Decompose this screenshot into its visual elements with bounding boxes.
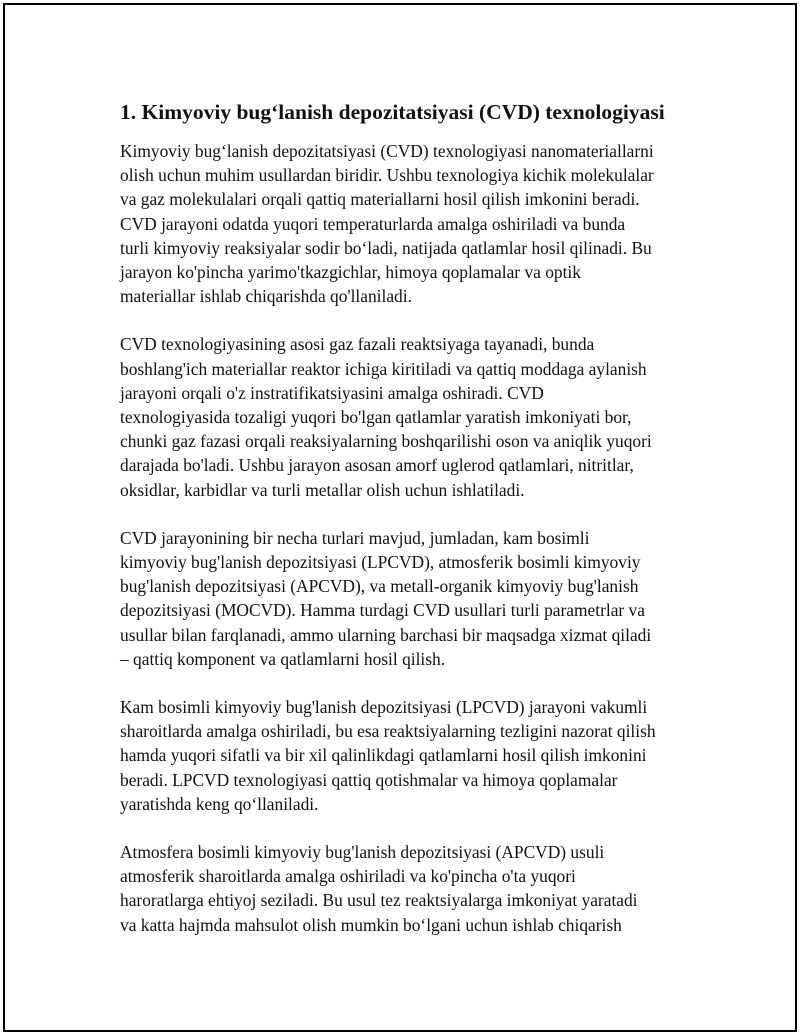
paragraph-lpcvd: Kam bosimli kimyoviy bug'lanish depozitsiyasi (LPCVD) jarayoni vakumli sharoitlarda amalga oshiriladi, bu esa reaktsiyalarning tezligini nazorat qilish hamda yuqori sifatli va bir xil qalinlikdagi qatlamlarni hosil qilish imkonini beradi. LPCVD texnologiyasi qattiq qotishmalar va himoya qoplamalar yaratishda keng qo‘llaniladi.	[120, 697, 656, 814]
paragraph-apcvd: Atmosfera bosimli kimyoviy bug'lanish depozitsiyasi (APCVD) usuli atmosferik sharoitlarda amalga oshiriladi va ko'pincha o'ta yuqori haroratlarga ehtiyoj seziladi. Bu usul tez reaktsiyalarga imkoniyat yaratadi va katta hajmda mahsulot olish mumkin bo‘lgani uchun ishlab chiqarish	[120, 842, 638, 935]
document-page	[3, 3, 797, 1032]
paragraph-cvd-types: CVD jarayonining bir necha turlari mavjud, jumladan, kam bosimli kimyoviy bug'lanish depozitsiyasi (LPCVD), atmosferik bosimli kimyoviy bug'lanish depozitsiyasi (APCVD), va metall-organik kimyoviy bug'lanish depozitsiyasi (MOCVD). Hamma turdagi CVD usullari turli parametrlar va usullar bilan farqlanadi, ammo ularning barchasi bir maqsadga xizmat qiladi – qattiq komponent va qatlamlarni hosil qilish.	[120, 527, 652, 669]
paragraph-intro: Kimyoviy bug‘lanish depozitatsiyasi (CVD) texnologiyasi nanomateriallarni olish uchun muhim usullardan biridir. Ushbu texnologiya kichik molekulalar va gaz molekulalari orqali qattiq materiallarni hosil qilish imkonini beradi. CVD jarayoni odatda yuqori temperaturlarda amalga oshiriladi va bunda turli kimyoviy reaksiyalar sodir bo‘ladi, natijada qatlamlar hosil qilinadi. Bu jarayon ko'pincha yarimo'tkazgichlar, himoya qoplamalar va optik materiallar ishlab chiqarishda qo'llaniladi.	[120, 141, 654, 307]
paragraph-gas-phase: CVD texnologiyasining asosi gaz fazali reaktsiyaga tayanadi, bunda boshlang'ich materiallar reaktor ichiga kiritiladi va qattiq moddaga aylanish jarayoni orqali o'z instratifikatsiyasini amalga oshiradi. CVD texnologiyasida tozaligi yuqori bo'lgan qatlamlar yaratish imkoniyati bor, chunki gaz fazasi orqali reaksiyalarning boshqarilishi oson va aniqlik yuqori darajada bo'ladi. Ushbu jarayon asosan amorf uglerod qatlamlari, nitritlar, oksidlar, karbidlar va turli metallar olish uchun ishlatiladi.	[120, 334, 652, 500]
section-heading: 1. Kimyoviy bug‘lanish depozitatsiyasi (CVD) texnologiyasi	[120, 100, 665, 124]
document-content	[120, 97, 700, 961]
